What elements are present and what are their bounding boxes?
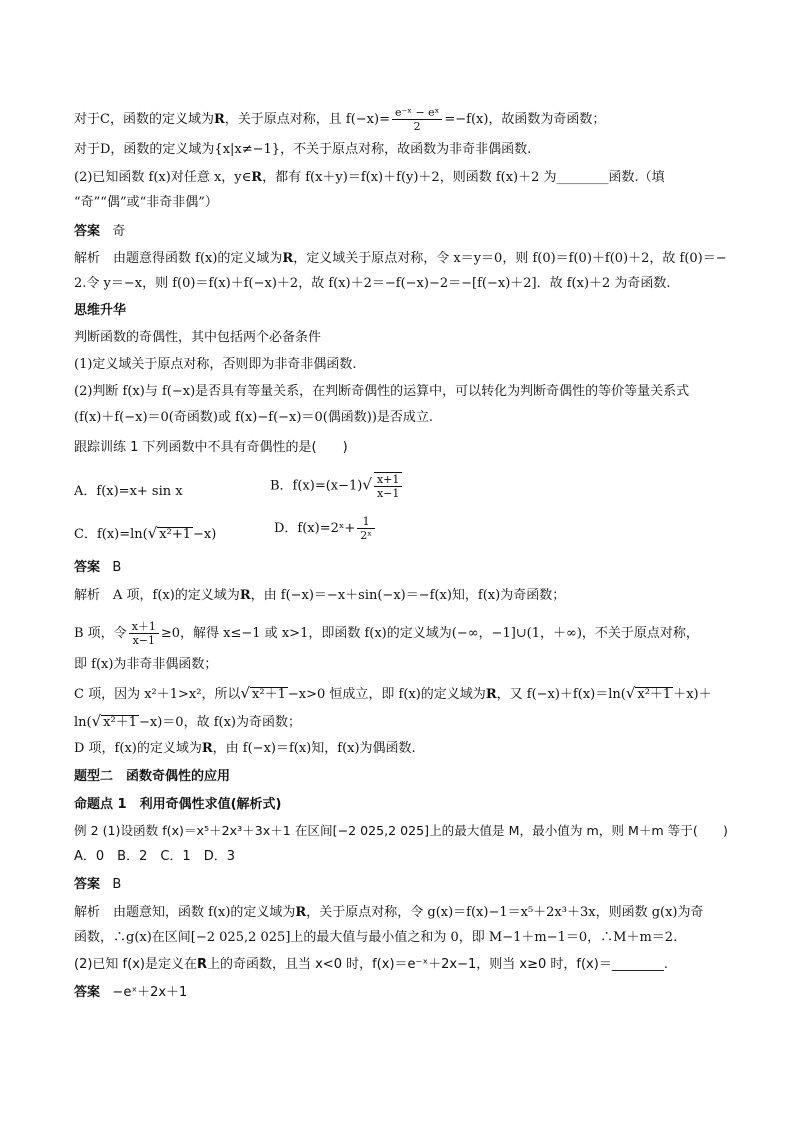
- summary-line: (f(x)＋f(−x)＝0(奇函数)或 f(x)−f(−x)＝0(偶函数))是否成立.: [74, 410, 434, 425]
- answer-3: [74, 877, 121, 893]
- text: ，由 f(−x)＝−x＋sin(−x)＝−f(x)知，f(x)为奇函数；: [250, 588, 566, 603]
- set-r: R: [485, 687, 497, 702]
- option-b: [270, 472, 404, 500]
- analysis-2-c: [74, 685, 712, 703]
- answer-1: [74, 224, 125, 240]
- text: 解析 由题意得函数 f(x)的定义域为: [74, 251, 283, 266]
- answer-label: 答案: [74, 224, 101, 239]
- text: =−f(x)，故函数为奇函数；: [444, 112, 606, 127]
- example-2-options: A．0 B．2 C．1 D．3: [74, 849, 235, 864]
- analysis-1: [74, 251, 727, 267]
- fraction-numerator: e⁻ˣ − eˣ: [392, 106, 442, 120]
- text: 上的奇函数，且当 x<0 时，f(x)＝e⁻ˣ＋2x−1，则当 x≥0 时，f(x)＝________.: [206, 957, 668, 972]
- option-c: [74, 523, 216, 542]
- analysis-1-cont: 2.令 y＝−x，则 f(0)＝f(x)＋f(−x)＋2，故 f(x)＋2＝−f(−x)−2＝−[f(−x)＋2]．故 f(x)＋2 为奇函数.: [74, 276, 671, 291]
- fraction: [374, 472, 402, 500]
- text: ＋x)＋: [673, 687, 712, 702]
- text: 对于C，函数的定义域为: [74, 112, 214, 127]
- set-r: R: [239, 588, 251, 603]
- text: −x): [193, 527, 217, 542]
- text: D．f(x)=2ˣ+: [274, 521, 356, 536]
- sqrt-icon: √: [240, 684, 251, 702]
- text: ≥0，解得 x≤−1 或 x>1，即函数 f(x)的定义域为(−∞，−1]∪(1，＋∞)，不关于原点对称，: [160, 626, 699, 641]
- example-2: 例 2 (1)设函数 f(x)＝x⁵＋2x³＋3x＋1 在区间[−2 025,2 025]上的最大值是 M，最小值为 m，则 M＋m 等于( ): [74, 823, 728, 838]
- summary-line: 判断函数的奇偶性，其中包括两个必备条件: [74, 330, 322, 345]
- line-c-odd: [74, 106, 605, 133]
- text: ，定义域关于原点对称，令 x＝y＝0，则 f(0)＝f(0)＋f(0)＋2，故 f(0)＝−: [293, 251, 727, 266]
- fraction-denominator: x−1: [376, 487, 400, 500]
- fraction-numerator: 1: [357, 515, 375, 529]
- fraction: [392, 106, 442, 133]
- option-d: [274, 515, 377, 542]
- text: ，又 f(−x)＋f(x)＝ln(: [496, 687, 626, 702]
- exercise-title: 跟踪训练 1 下列函数中不具有奇偶性的是( ): [74, 440, 348, 455]
- fraction: [357, 515, 375, 542]
- analysis-3: [74, 905, 704, 921]
- analysis-3-cont: 函数，∴g(x)在区间[−2 025,2 025]上的最大值与最小值之和为 0，即 M−1＋m−1＝0，∴M＋m＝2.: [74, 930, 678, 945]
- subsection-title: 命题点 1 利用奇偶性求值(解析式): [74, 797, 282, 812]
- set-r: R: [213, 112, 225, 127]
- analysis-2-d: [74, 741, 416, 757]
- analysis-2: [74, 588, 565, 604]
- text: ，都有 f(x＋y)＝f(x)＋f(y)＋2，则函数 f(x)＋2 为________函数.（填: [262, 170, 665, 185]
- analysis-2-b-cont: 即 f(x)为非奇非偶函数；: [74, 657, 218, 672]
- analysis-2-b: [74, 620, 699, 647]
- line-d: 对于D，函数的定义域为{x|x≠−1}，不关于原点对称，故函数为非奇非偶函数.: [74, 142, 532, 157]
- fraction-denominator: x−1: [132, 634, 155, 647]
- answer-4: [74, 985, 187, 1001]
- question-2-cont: “奇”“偶”或“非奇非偶”）: [74, 195, 218, 210]
- text: ，关于原点对称，令 g(x)＝f(x)−1＝x⁵＋2x³＋3x，则函数 g(x)为奇: [306, 905, 704, 920]
- fraction-denominator: 2: [413, 120, 421, 133]
- fraction-denominator: 2ˣ: [360, 529, 372, 542]
- text: C 项，因为 x²＋1>x²，所以: [74, 687, 241, 702]
- answer-2: [74, 560, 121, 576]
- text: 解析 由题意知，函数 f(x)的定义域为: [74, 905, 296, 920]
- sqrt-icon: √: [91, 712, 102, 730]
- text: ，由 f(−x)＝f(x)知，f(x)为偶函数.: [212, 741, 416, 756]
- radicand: x²＋1: [103, 715, 137, 730]
- text: −x>0 恒成立，即 f(x)的定义域为: [287, 687, 486, 702]
- text: 解析 A 项，f(x)的定义域为: [74, 588, 240, 603]
- answer-value: B: [112, 877, 122, 892]
- section-title: 思维升华: [74, 303, 127, 318]
- set-r: R: [295, 905, 307, 920]
- answer-value: 奇: [112, 224, 126, 239]
- set-r: R: [201, 741, 213, 756]
- fraction-numerator: x＋1: [129, 620, 159, 634]
- text: C．f(x)=ln(: [74, 527, 148, 542]
- answer-label: 答案: [74, 560, 101, 575]
- analysis-2-c-cont: [74, 713, 301, 731]
- answer-value: −eˣ＋2x＋1: [112, 985, 188, 1000]
- answer-value: B: [112, 560, 122, 575]
- radicand: x²+1: [159, 527, 192, 542]
- question-2b: [74, 957, 668, 973]
- sqrt-icon: √: [147, 524, 158, 542]
- set-r: R: [196, 957, 207, 972]
- text: D 项，f(x)的定义域为: [74, 741, 202, 756]
- sqrt-icon: √: [625, 684, 636, 702]
- text: (2)已知函数 f(x)对任意 x，y∈: [74, 170, 252, 185]
- text: (2)已知 f(x)是定义在: [74, 957, 197, 972]
- answer-label: 答案: [74, 877, 101, 892]
- radicand: x²＋1: [252, 687, 286, 702]
- set-r: R: [251, 170, 263, 185]
- answer-label: 答案: [74, 985, 101, 1000]
- question-2: [74, 170, 665, 186]
- text: −x)＝0，故 f(x)为奇函数；: [139, 715, 301, 730]
- text: ，关于原点对称，且 f(−x)=: [224, 112, 390, 127]
- summary-line: (2)判断 f(x)与 f(−x)是否具有等量关系，在判断奇偶性的运算中，可以转化为判断奇偶性的等价等量关系式: [74, 384, 690, 399]
- text: B 项，令: [74, 626, 127, 641]
- summary-line: (1)定义域关于原点对称，否则即为非奇非偶函数.: [74, 357, 357, 372]
- section-title: 题型二 函数奇偶性的应用: [74, 769, 231, 784]
- option-a: A．f(x)=x+ sin x: [74, 484, 183, 499]
- fraction: [129, 620, 159, 647]
- radicand: x²＋1: [637, 687, 672, 702]
- text: B．f(x)=(x−1): [270, 478, 363, 494]
- text: ln(: [74, 715, 92, 730]
- fraction-numerator: x+1: [374, 473, 402, 487]
- set-r: R: [282, 251, 294, 266]
- sqrt-icon: √: [362, 475, 372, 494]
